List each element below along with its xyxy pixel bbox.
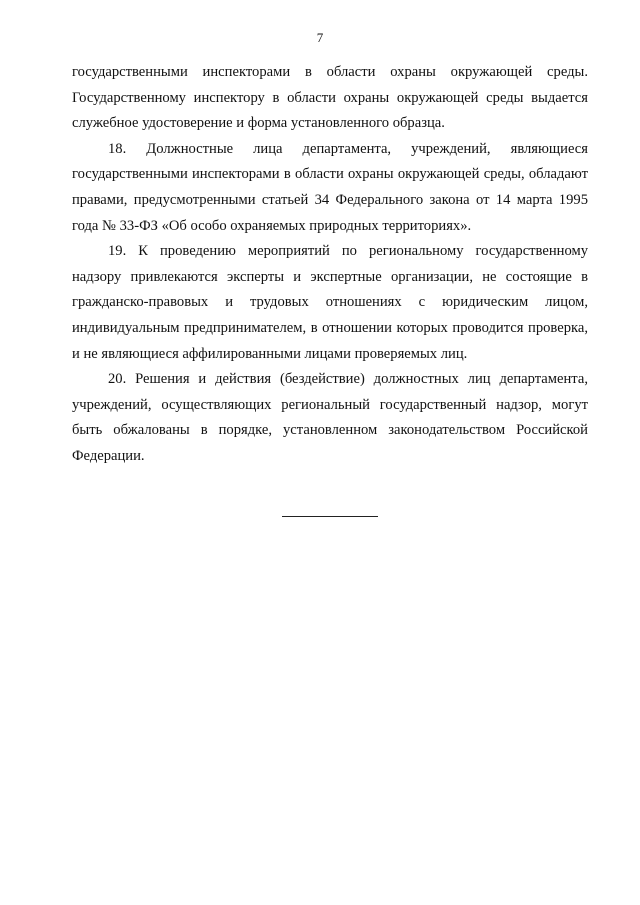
page-number: 7 xyxy=(316,30,324,45)
paragraph-item-18: 18. Должностные лица департамента, учреждений, являющиеся государственными инспекторами в области охраны окружающей среды, обладают правами, предусмотренными статьей 34 Федерального закона от 14 марта 1995 года № 33-ФЗ «Об особо охраняемых природных территориях». xyxy=(72,140,588,234)
paragraph-continuation: государственными инспекторами в области охраны окружающей среды. Государственному инспектору в области охраны окружающей среды выдается служебное удостоверение и форма установленного образца. xyxy=(72,64,588,132)
end-divider-line xyxy=(282,516,378,517)
document-body xyxy=(72,60,588,470)
paragraph-item-19: 19. К проведению мероприятий по региональному государственному надзору привлекаются эксперты и экспертные организации, не состоящие в гражданско-правовых и трудовых отношениях с юридическим лицом, индивидуальным предпринимателем, в отношении которых проводится проверка, и не являющиеся аффилированными лицами проверяемых лиц. xyxy=(72,243,588,362)
paragraph-item-20: 20. Решения и действия (бездействие) должностных лиц департамента, учреждений, осуществляющих региональный государственный надзор, могут быть обжалованы в порядке, установленном законодательством Российской Федерации. xyxy=(72,371,588,464)
